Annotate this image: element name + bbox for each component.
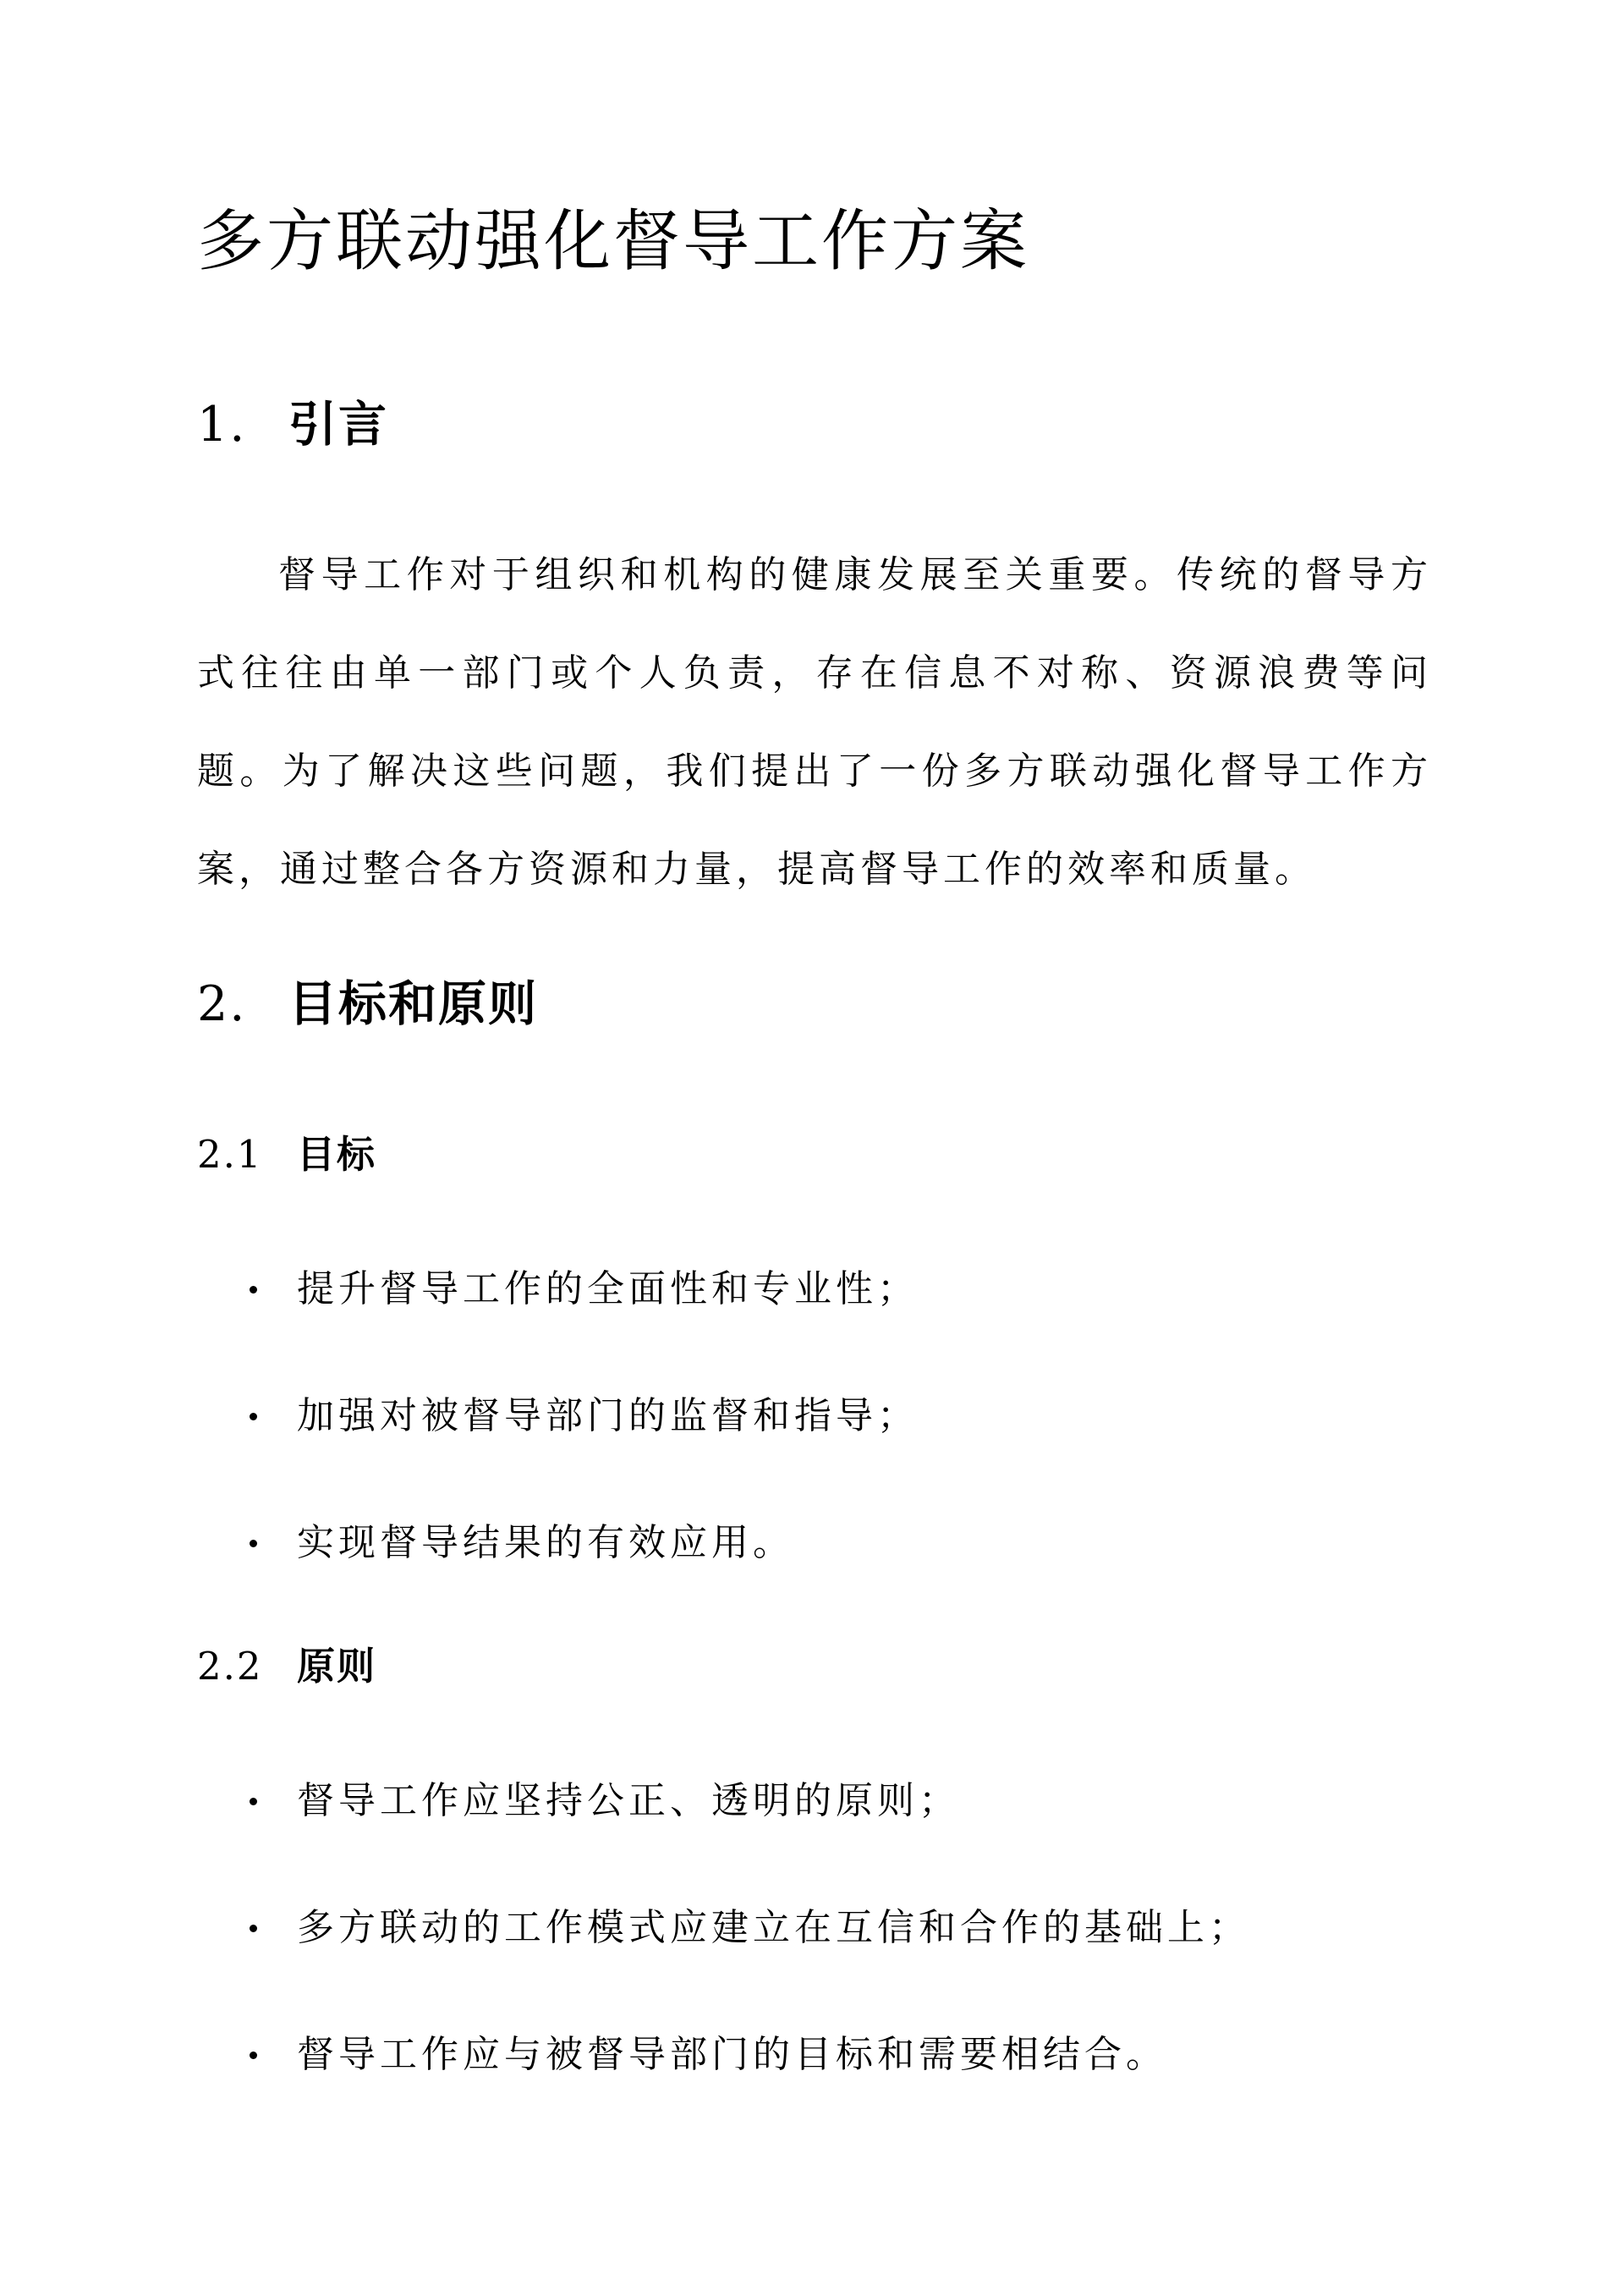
list-item-text: 督导工作应与被督导部门的目标和需要相结合。 [297, 2033, 1167, 2076]
subsection-title: 目标 [297, 1132, 377, 1177]
section-number: 2. [197, 976, 247, 1032]
subsection-title: 原则 [297, 1644, 377, 1689]
list-item-text: 提升督导工作的全面性和专业性； [297, 1267, 919, 1310]
subsection-number: 2.2 [197, 1644, 263, 1689]
introduction-paragraph: 督导工作对于组织和机构的健康发展至关重要。传统的督导方式往往由单一部门或个人负责，存在信息不对称、资源浪费等问题。为了解决这些问题，我们提出了一份多方联动强化督导工作方案，通过整合各方资源和力量，提高督导工作的效率和质量。 [197, 553, 1432, 891]
section-heading-introduction [197, 391, 388, 459]
list-item-text: 多方联动的工作模式应建立在互信和合作的基础上； [297, 1906, 1250, 1949]
section-number: 1. [197, 397, 247, 453]
list-item-text: 督导工作应坚持公正、透明的原则； [297, 1779, 960, 1822]
section-heading-goals-principles [197, 970, 538, 1038]
bullet-icon [250, 1413, 257, 1420]
bullet-icon [250, 1540, 257, 1547]
subsection-heading-goals [197, 1128, 376, 1182]
bullet-icon [250, 1286, 257, 1294]
bullet-icon [250, 2052, 257, 2059]
document-title: 多方联动强化督导工作方案 [197, 202, 1029, 280]
section-title: 目标和原则 [288, 975, 538, 1032]
list-item-text: 实现督导结果的有效应用。 [297, 1521, 794, 1564]
subsection-number: 2.1 [197, 1132, 263, 1177]
list-item-text: 加强对被督导部门的监督和指导； [297, 1394, 919, 1437]
bullet-icon [250, 1925, 257, 1932]
subsection-heading-principles [197, 1640, 376, 1694]
section-title: 引言 [288, 396, 388, 453]
bullet-icon [250, 1798, 257, 1805]
